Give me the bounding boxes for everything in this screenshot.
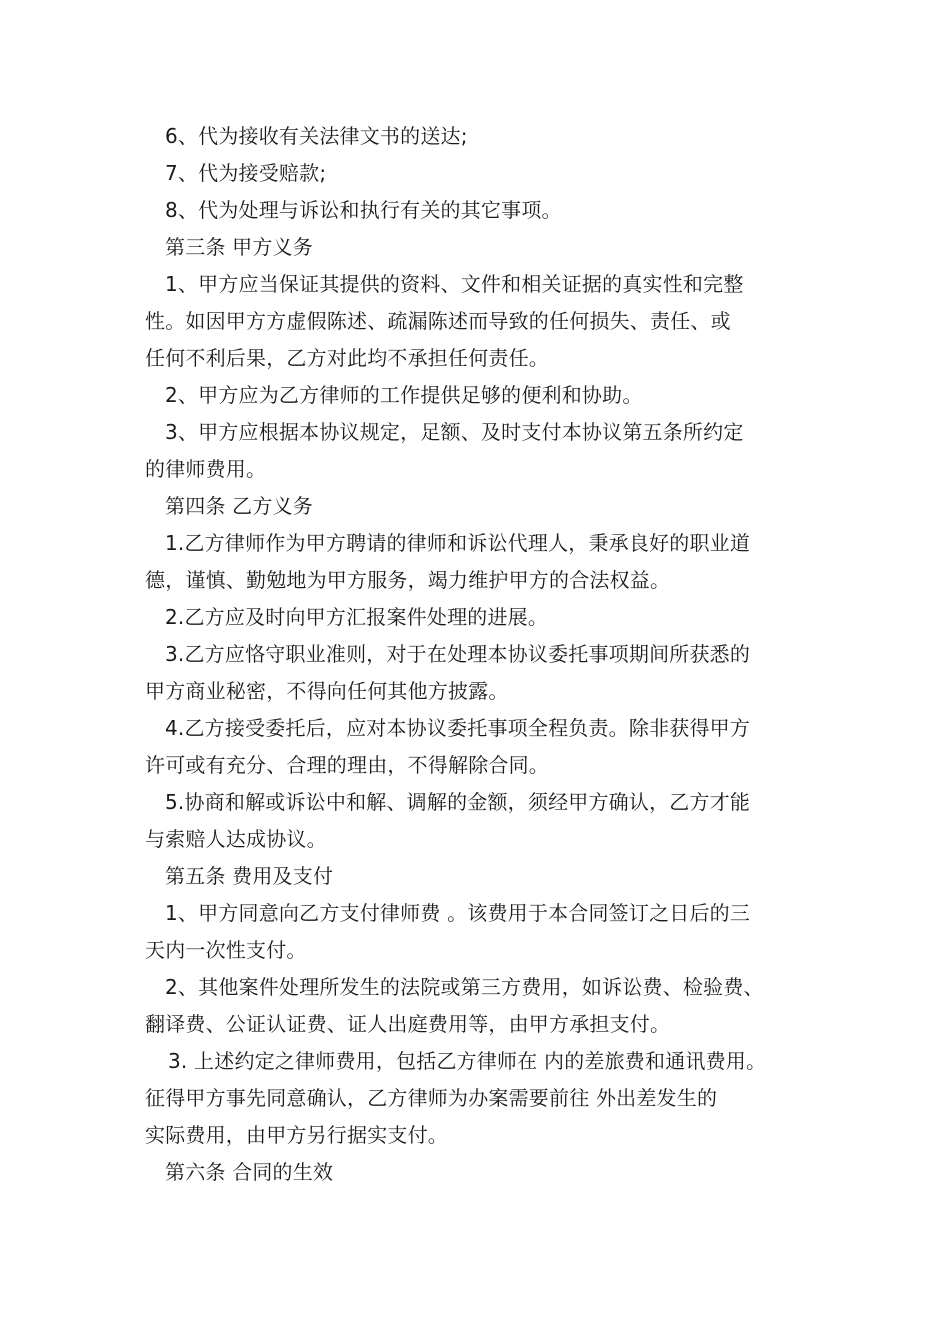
article-4-item-4-line-2: 许可或有充分、合理的理由，不得解除合同。 (145, 753, 549, 777)
article-4-item-1-line-1: 1.乙方律师作为甲方聘请的律师和诉讼代理人，秉承良好的职业道 (165, 531, 751, 555)
article-5-item-3-line-3: 实际费用，由甲方另行据实支付。 (145, 1123, 448, 1147)
article-4-item-4-line-1: 4.乙方接受委托后，应对本协议委托事项全程负责。除非获得甲方 (165, 716, 751, 740)
article-5-item-3-line-1: 3. 上述约定之律师费用，包括乙方律师在 内的差旅费和通讯费用。 (168, 1049, 767, 1073)
clause-item-8: 8、代为处理与诉讼和执行有关的其它事项。 (165, 198, 562, 222)
article-3-item-1-line-1: 1、甲方应当保证其提供的资料、文件和相关证据的真实性和完整 (165, 272, 744, 296)
article-3-item-3-line-2: 的律师费用。 (145, 457, 267, 481)
article-5-item-1-line-2: 天内一次性支付。 (145, 938, 307, 962)
article-3-item-3-line-1: 3、甲方应根据本协议规定，足额、及时支付本协议第五条所约定 (165, 420, 744, 444)
clause-item-7: 7、代为接受赔款; (165, 161, 327, 185)
article-5-item-2-line-1: 2、其他案件处理所发生的法院或第三方费用，如诉讼费、检验费、 (165, 975, 764, 999)
article-5-item-2-line-2: 翻译费、公证认证费、证人出庭费用等，由甲方承担支付。 (145, 1012, 671, 1036)
clause-item-6: 6、代为接收有关法律文书的送达; (165, 124, 468, 148)
article-4-item-2: 2.乙方应及时向甲方汇报案件处理的进展。 (165, 605, 549, 629)
article-5-item-1-line-1: 1、甲方同意向乙方支付律师费 。该费用于本合同签订之日后的三 (165, 901, 751, 925)
article-4-item-3-line-1: 3.乙方应恪守职业准则，对于在处理本协议委托事项期间所获悉的 (165, 642, 751, 666)
article-4-item-5-line-2: 与索赔人达成协议。 (145, 827, 327, 851)
article-4-item-3-line-2: 甲方商业秘密，不得向任何其他方披露。 (145, 679, 509, 703)
article-4-item-5-line-1: 5.协商和解或诉讼中和解、调解的金额，须经甲方确认，乙方才能 (165, 790, 751, 814)
article-5-heading: 第五条 费用及支付 (165, 864, 334, 888)
article-6-heading: 第六条 合同的生效 (165, 1160, 334, 1184)
article-3-heading: 第三条 甲方义务 (165, 235, 313, 259)
article-4-heading: 第四条 乙方义务 (165, 494, 313, 518)
article-3-item-2: 2、甲方应为乙方律师的工作提供足够的便利和协助。 (165, 383, 643, 407)
article-5-item-3-line-2: 征得甲方事先同意确认，乙方律师为办案需要前往 外出差发生的 (145, 1086, 718, 1110)
article-3-item-1-line-2: 性。如因甲方方虚假陈述、疏漏陈述而导致的任何损失、责任、或 (145, 309, 731, 333)
article-4-item-1-line-2: 德，谨慎、勤勉地为甲方服务，竭力维护甲方的合法权益。 (145, 568, 671, 592)
article-3-item-1-line-3: 任何不利后果，乙方对此均不承担任何责任。 (145, 346, 549, 370)
